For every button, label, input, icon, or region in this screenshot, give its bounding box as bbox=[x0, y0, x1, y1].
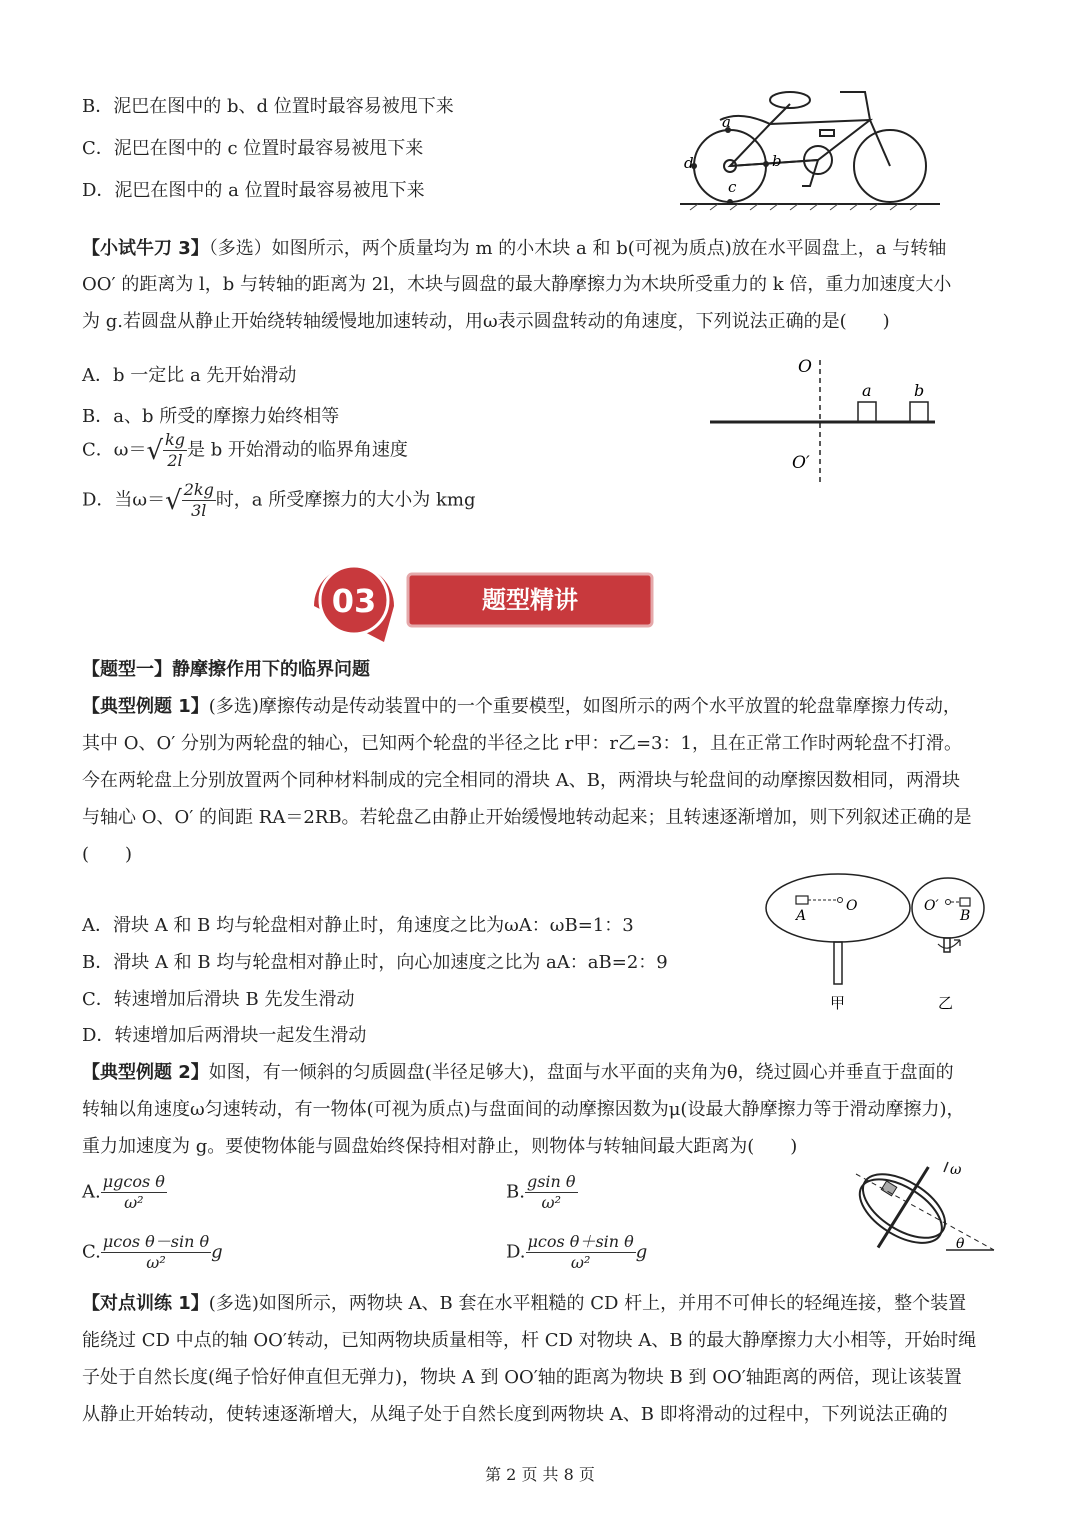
q3-title: 【小试牛刀 3】 bbox=[82, 238, 209, 259]
q3-line2: OO′ 的距离为 l，b 与转轴的距离为 2l，木块与圆盘的最大静摩擦力为木块所受重力的 k 倍，重力加速度大小 bbox=[82, 274, 952, 295]
option-d-prev: D．泥巴在图中的 a 位置时最容易被甩下来 bbox=[82, 180, 425, 201]
opt-tail: g bbox=[635, 1241, 648, 1263]
ex1-line5: ( ) bbox=[82, 844, 133, 865]
ex1-option-a: A．滑块 A 和 B 均与轮盘相对静止时，角速度之比为ωA：ωB=1：3 bbox=[82, 915, 634, 936]
type1-title: 【题型一】静摩擦作用下的临界问题 bbox=[82, 659, 370, 680]
fig-label-yi: 乙 bbox=[938, 994, 954, 1012]
q3-option-b: B．a、b 所受的摩擦力始终相等 bbox=[82, 406, 340, 427]
section-number: 03 bbox=[331, 582, 377, 620]
friction-wheels-figure bbox=[762, 870, 992, 1018]
frac-num: μcos θ＋sin θ bbox=[527, 1232, 634, 1251]
frac-den: 3l bbox=[191, 501, 207, 520]
train1-title: 【对点训练 1】 bbox=[82, 1293, 209, 1314]
q3-option-c-pre: C．ω＝ bbox=[82, 439, 147, 461]
tilted-disk-figure bbox=[846, 1160, 996, 1256]
opt-label: C. bbox=[82, 1241, 101, 1263]
fig-label-b: b bbox=[914, 381, 925, 400]
section-title: 题型精讲 bbox=[482, 586, 578, 614]
bike-label-b: b bbox=[772, 152, 782, 170]
turntable-figure bbox=[700, 350, 950, 490]
frac-num: kg bbox=[165, 430, 185, 449]
bike-label-c: c bbox=[728, 178, 737, 196]
frac-num: μgcos θ bbox=[102, 1172, 165, 1191]
ex2-line3: 重力加速度为 g。要使物体能与圆盘始终保持相对静止，则物体与转轴间最大距离为( ) bbox=[82, 1136, 798, 1157]
ex1-text1: (多选)摩擦传动是传动装置中的一个重要模型，如图所示的两个水平放置的轮盘靠摩擦力传动， bbox=[208, 696, 961, 717]
ex2-line2: 转轴以角速度ω匀速转动，有一物体(可视为质点)与盘面间的动摩擦因数为μ(设最大静摩擦力等于滑动摩擦力)， bbox=[82, 1099, 965, 1120]
train1-line1 bbox=[82, 1292, 966, 1316]
train1-line4: 从静止开始转动，使转速逐渐增大，从绳子处于自然长度到两物块 A、B 即将滑动的过程中，下列说法正确的 bbox=[82, 1404, 948, 1425]
opt-label: D. bbox=[506, 1241, 526, 1263]
q3-option-c-post: 是 b 开始滑动的临界角速度 bbox=[186, 439, 408, 461]
q3-option-d bbox=[82, 480, 475, 528]
ex2-option-d-fraction bbox=[526, 1232, 636, 1273]
opt-label: A. bbox=[82, 1181, 101, 1203]
ex2-option-a bbox=[82, 1172, 167, 1220]
q3-option-d-pre: D．当ω＝ bbox=[82, 489, 166, 511]
ex2-option-d bbox=[506, 1232, 647, 1280]
q3-option-a: A．b 一定比 a 先开始滑动 bbox=[82, 365, 297, 386]
ex2-text1: 如图，有一倾斜的匀质圆盘(半径足够大)，盘面与水平面的夹角为θ，绕过圆心并垂直于盘面的 bbox=[208, 1062, 954, 1083]
ex1-option-d: D．转速增加后两滑块一起发生滑动 bbox=[82, 1025, 367, 1046]
q3-text1: （多选）如图所示，两个质量均为 m 的小木块 a 和 b(可视为质点)放在水平圆盘上，a 与转轴 bbox=[208, 238, 947, 259]
ex2-option-b bbox=[506, 1172, 578, 1220]
frac-den: 2l bbox=[167, 451, 183, 470]
bike-label-a: a bbox=[722, 113, 731, 131]
ex2-line1 bbox=[82, 1061, 954, 1085]
ex2-option-a-fraction bbox=[101, 1172, 167, 1213]
ex2-title: 【典型例题 2】 bbox=[82, 1062, 209, 1083]
fig-label-A: A bbox=[796, 908, 807, 924]
q3-option-d-fraction bbox=[182, 480, 216, 521]
frac-num: gsin θ bbox=[526, 1172, 576, 1191]
ex2-option-b-fraction bbox=[525, 1172, 578, 1213]
ex2-option-c bbox=[82, 1232, 223, 1280]
q3-option-c-fraction bbox=[163, 430, 187, 471]
fig-label-o-prime: O′ bbox=[792, 453, 810, 473]
option-c-prev: C．泥巴在图中的 c 位置时最容易被甩下来 bbox=[82, 138, 424, 159]
ex1-line2: 其中 O、O′ 分别为两轮盘的轴心，已知两个轮盘的半径之比 r甲：r乙=3：1，且在正常工作时两轮盘不打滑。 bbox=[82, 733, 962, 754]
fig-label-omega: ω bbox=[950, 1162, 962, 1178]
sqrt-icon: √ bbox=[165, 485, 182, 516]
frac-den: ω² bbox=[570, 1253, 591, 1272]
sqrt-icon: √ bbox=[146, 435, 164, 466]
fig-label-B: B bbox=[960, 908, 971, 924]
frac-num: 2kg bbox=[183, 480, 214, 499]
option-b-prev: B．泥巴在图中的 b、d 位置时最容易被甩下来 bbox=[82, 96, 454, 117]
frac-den: ω² bbox=[124, 1193, 144, 1212]
page-footer: 第 2 页 共 8 页 bbox=[485, 1465, 595, 1484]
q3-option-c bbox=[82, 430, 408, 478]
fig-label-jia: 甲 bbox=[830, 994, 846, 1012]
train1-text1: (多选)如图所示，两物块 A、B 套在水平粗糙的 CD 杆上，并用不可伸长的轻绳连接，整个装置 bbox=[208, 1293, 967, 1314]
bicycle-figure bbox=[680, 80, 940, 212]
frac-num: μcos θ－sin θ bbox=[102, 1232, 210, 1251]
fig-label-O-prime: O′ bbox=[924, 898, 939, 914]
fig-label-O: O bbox=[846, 898, 858, 914]
fig-label-o: O bbox=[798, 357, 812, 377]
ex1-option-b: B．滑块 A 和 B 均与轮盘相对静止时，向心加速度之比为 aA：aB=2：9 bbox=[82, 952, 668, 973]
ex1-line3: 今在两轮盘上分别放置两个同种材料制成的完全相同的滑块 A、B，两滑块与轮盘间的动摩擦因数相同，两滑块 bbox=[82, 770, 960, 791]
ex1-title: 【典型例题 1】 bbox=[82, 696, 209, 717]
ex1-line4: 与轴心 O、O′ 的间距 RA＝2RB。若轮盘乙由静止开始缓慢地转动起来；且转速逐渐增加，则下列叙述正确的是 bbox=[82, 807, 972, 828]
q3-line3: 为 g.若圆盘从静止开始绕转轴缓慢地加速转动，用ω表示圆盘转动的角速度，下列说法正确的是( ) bbox=[82, 311, 890, 332]
train1-line3: 子处于自然长度(绳子恰好伸直但无弹力)，物块 A 到 OO′轴的距离为物块 B 到 OO′轴距离的两倍，现让该装置 bbox=[82, 1367, 962, 1388]
q3-option-d-post: 时，a 所受摩擦力的大小为 kmg bbox=[215, 489, 476, 511]
bike-label-d: d bbox=[684, 154, 694, 172]
opt-label: B. bbox=[506, 1181, 525, 1203]
fig-label-a: a bbox=[862, 381, 872, 400]
frac-den: ω² bbox=[541, 1193, 561, 1212]
ex1-line1 bbox=[82, 695, 961, 719]
opt-tail: g bbox=[211, 1241, 223, 1263]
frac-den: ω² bbox=[146, 1253, 166, 1272]
ex2-option-c-fraction bbox=[101, 1232, 211, 1273]
q3-line1 bbox=[82, 237, 946, 261]
fig-label-theta: θ bbox=[956, 1236, 965, 1252]
section-banner bbox=[308, 566, 658, 642]
train1-line2: 能绕过 CD 中点的轴 OO′转动，已知两物块质量相等，杆 CD 对物块 A、B 的最大静摩擦力大小相等，开始时绳 bbox=[82, 1330, 977, 1351]
ex1-option-c: C．转速增加后滑块 B 先发生滑动 bbox=[82, 989, 355, 1010]
